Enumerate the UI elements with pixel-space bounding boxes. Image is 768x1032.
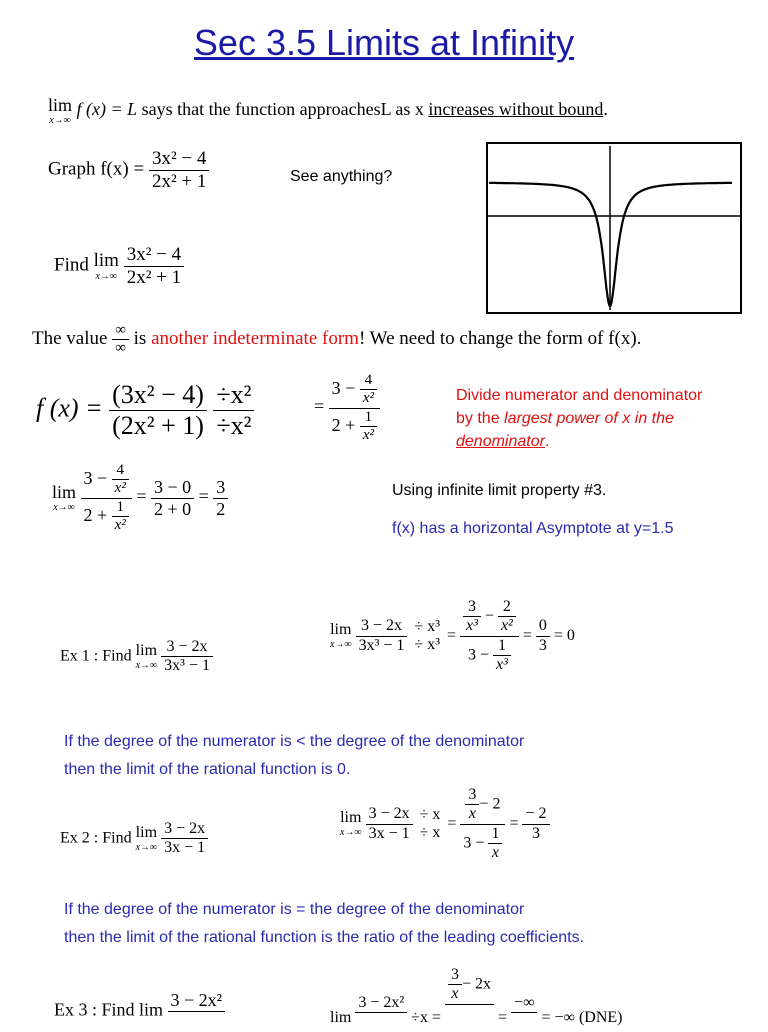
rule-1 <box>64 728 524 784</box>
rule2-line1: If the degree of the numerator is = the degree of the denominator <box>64 901 525 918</box>
limit-symbol: lim x→∞ <box>93 249 119 282</box>
divide-end: . <box>544 433 550 451</box>
ex2-work-fraction: $\frac{3 - 2x}{3x - 1}$ <box>366 805 413 843</box>
ex3-result: = −∞ (DNE) <box>541 1009 623 1027</box>
indeterminate-line <box>32 322 641 358</box>
equals-sign: = <box>498 1009 508 1027</box>
definition-expression: f (x) = L <box>76 99 138 120</box>
ex1-zero-fraction: $\frac{0}{3}$ <box>536 617 550 655</box>
ex1-divisor: ÷ x³ ÷ x³ <box>414 617 440 654</box>
value-mid: is <box>128 328 152 350</box>
result-fraction: $\frac{3}{2}$ <box>213 477 228 519</box>
equals-sign: = <box>509 814 519 832</box>
ex3-label: Ex 3 : Find <box>54 999 135 1020</box>
limit-symbol: lim x→∞ <box>330 621 352 651</box>
definition-underlined: increases without bound <box>428 99 604 120</box>
example-2-prompt <box>60 820 208 858</box>
limit-symbol: lim <box>330 1009 352 1027</box>
limit-symbol: lim <box>139 999 164 1020</box>
find-limit-line <box>54 244 184 289</box>
fx-fraction: $\frac{\text{3x² − 4}}{\text{2x² + 1}}$ <box>149 148 209 193</box>
ex2-label: Ex 2 : Find <box>60 829 132 847</box>
example-1-prompt <box>60 638 213 676</box>
equals-sign: = <box>136 486 147 507</box>
find-fraction: $\frac{\text{3x² − 4}}{\text{2x² + 1}}$ <box>124 244 184 289</box>
equals-sign: = <box>314 396 325 417</box>
graph-label: Graph f(x) = <box>48 158 145 180</box>
original-fraction: $\frac{\text{(3x² − 4)}}{\text{(2x² + 1)}}$ <box>109 380 207 441</box>
limit-symbol: lim x→∞ <box>135 823 158 853</box>
function-graph <box>486 142 742 314</box>
divide-instruction <box>456 384 702 454</box>
page-title: Sec 3.5 Limits at Infinity <box>193 22 575 63</box>
divided-fraction: 3 − $\frac{4}{\text{x²}}$ 2 + $\frac{1}{\text{x²}}$ <box>329 372 380 444</box>
value-pre: The value <box>32 328 108 350</box>
indeterminate-form-text: another indeterminate form <box>151 328 359 350</box>
find-label: Find <box>54 254 89 276</box>
ex2-divided-fraction: $\frac{3}{x}$ − 2 3 − $\frac{1}{x}$ <box>460 786 505 863</box>
ex3-infinity-fraction: −∞ <box>511 994 537 1032</box>
rule-2 <box>64 896 584 952</box>
equals-sign: = <box>447 814 457 832</box>
limit-symbol: lim x→∞ <box>135 641 158 671</box>
divide-line2: by the <box>456 410 505 428</box>
value-post: ! We need to change the form of f(x). <box>358 328 642 350</box>
definition-text: says that the function approachesL as x <box>137 99 429 120</box>
ex1-fraction: $\frac{3 - 2x}{\text{3x³ − 1}}$ <box>161 638 213 676</box>
infinity-fraction: $\frac{\infty}{\infty}$ <box>112 322 129 358</box>
ex2-divisor: ÷ x ÷ x <box>419 805 441 842</box>
property-note: Using infinite limit property #3. <box>392 482 607 499</box>
fx-lhs: f (x) = <box>36 393 103 423</box>
equals-sign: = <box>431 1009 441 1027</box>
ex1-divided-fraction: $\frac{3}{\text{x³}}$ − $\frac{2}{\text{x²}}$ 3 − $\frac{1}{\text{x³}}$ <box>460 598 519 675</box>
divided-result <box>314 372 380 444</box>
example-3-work <box>330 966 623 1027</box>
limit-symbol: lim x→∞ <box>340 809 362 839</box>
divide-equation <box>36 380 254 441</box>
ex3-divisor: ÷x <box>411 1009 428 1027</box>
ex1-result: = 0 <box>553 626 575 644</box>
example-2-work <box>340 786 550 863</box>
graph-instruction <box>48 148 209 193</box>
divide-italic: largest power of x in the <box>504 410 674 428</box>
limit-symbol: lim x→∞ <box>48 95 73 126</box>
zero-fraction: $\frac{3 - 0}{2 + 0}$ <box>151 477 194 519</box>
equals-sign: = <box>522 626 532 644</box>
rule2-line2: then the limit of the rational function is the ratio of the leading coefficients. <box>64 929 585 946</box>
divisor-fraction: $\frac{\text{÷x²}}{\text{÷x²}}$ <box>213 380 254 441</box>
equals-sign: = <box>198 486 209 507</box>
limit-symbol: lim x→∞ <box>52 482 77 513</box>
example-1-work <box>330 598 575 675</box>
asymptote-note: f(x) has a horizontal Asymptote at y=1.5 <box>392 520 674 537</box>
definition-line <box>48 96 608 126</box>
ex1-label: Ex 1 : Find <box>60 647 132 665</box>
eval-fraction: 3 − $\frac{4}{\text{x²}}$ 2 + $\frac{1}{\text{x²}}$ <box>81 462 132 534</box>
ex2-fraction: $\frac{3 - 2x}{3x - 1}$ <box>161 820 208 858</box>
ex3-fraction: 3 − 2x² <box>168 990 226 1032</box>
ex3-work-fraction: 3 − 2x² <box>355 994 407 1032</box>
ex2-result-fraction: $\frac{- 2}{3}$ <box>522 805 549 843</box>
rule1-line2: then the limit of the rational function is 0. <box>64 761 351 778</box>
ex1-work-fraction: $\frac{3 - 2x}{\text{3x³ − 1}}$ <box>356 617 408 655</box>
divide-line1: Divide numerator and denominator <box>456 387 703 404</box>
equals-sign: = <box>446 626 457 644</box>
limit-evaluation <box>52 462 228 534</box>
see-anything-note: See anything? <box>290 168 393 185</box>
definition-end: . <box>603 99 608 120</box>
example-3-prompt <box>54 990 225 1032</box>
ex3-divided-fraction: $\frac{3}{x}$ − 2x <box>445 966 494 1023</box>
divide-underlined: denominator <box>456 433 545 451</box>
rule1-line1: If the degree of the numerator is < the degree of the denominator <box>64 733 525 750</box>
